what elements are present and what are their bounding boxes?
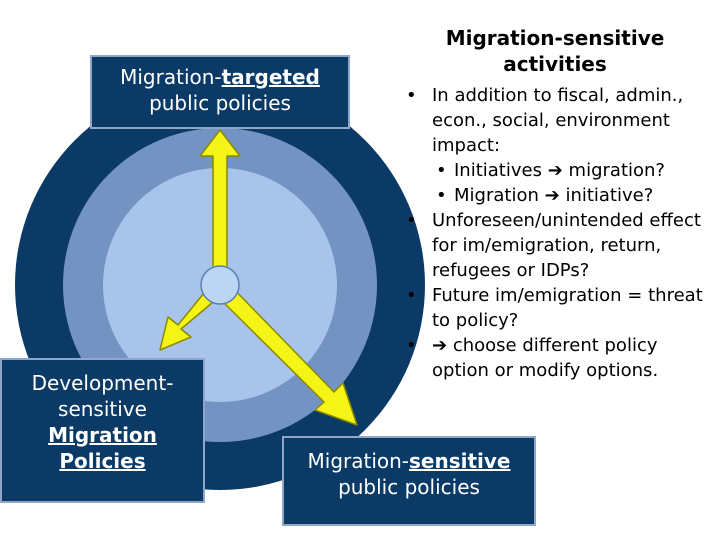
migration-sensitive-policies-box <box>282 436 536 526</box>
list-item: • Migration ➔ initiative? <box>400 183 710 208</box>
panel-title: Migration-sensitive activities <box>445 26 665 76</box>
heavy-right-arrow-icon: ➔ <box>432 335 448 357</box>
heavy-right-arrow-icon: ➔ <box>544 185 560 207</box>
development-line4: Policies <box>59 449 146 473</box>
development-sensitive-policies-box <box>0 358 205 503</box>
targeted-line1: Migration-targeted <box>120 65 320 89</box>
list-item: • Initiatives ➔ migration? <box>400 158 710 183</box>
activities-list <box>400 83 710 383</box>
development-line2: sensitive <box>58 397 147 421</box>
heavy-right-arrow-icon: ➔ <box>547 160 563 182</box>
list-item: • Unforeseen/unintended effect for im/emigration, return, refugees or IDPs? <box>400 208 710 283</box>
sensitive-line1: Migration-sensitive <box>307 449 511 473</box>
hub-circle <box>201 266 239 304</box>
targeted-line2: public policies <box>149 91 291 115</box>
development-line1: Development- <box>31 371 174 395</box>
migration-targeted-policies-box <box>90 55 350 129</box>
migration-sensitive-activities-panel <box>400 25 710 383</box>
list-item: • Future im/emigration = threat to policy? <box>400 283 710 333</box>
sensitive-line2: public policies <box>338 475 480 499</box>
list-item: • ➔ choose different policy option or modify options. <box>400 333 710 383</box>
list-item: • In addition to fiscal, admin., econ., social, environment impact: <box>400 83 710 158</box>
development-line3: Migration <box>48 423 157 447</box>
